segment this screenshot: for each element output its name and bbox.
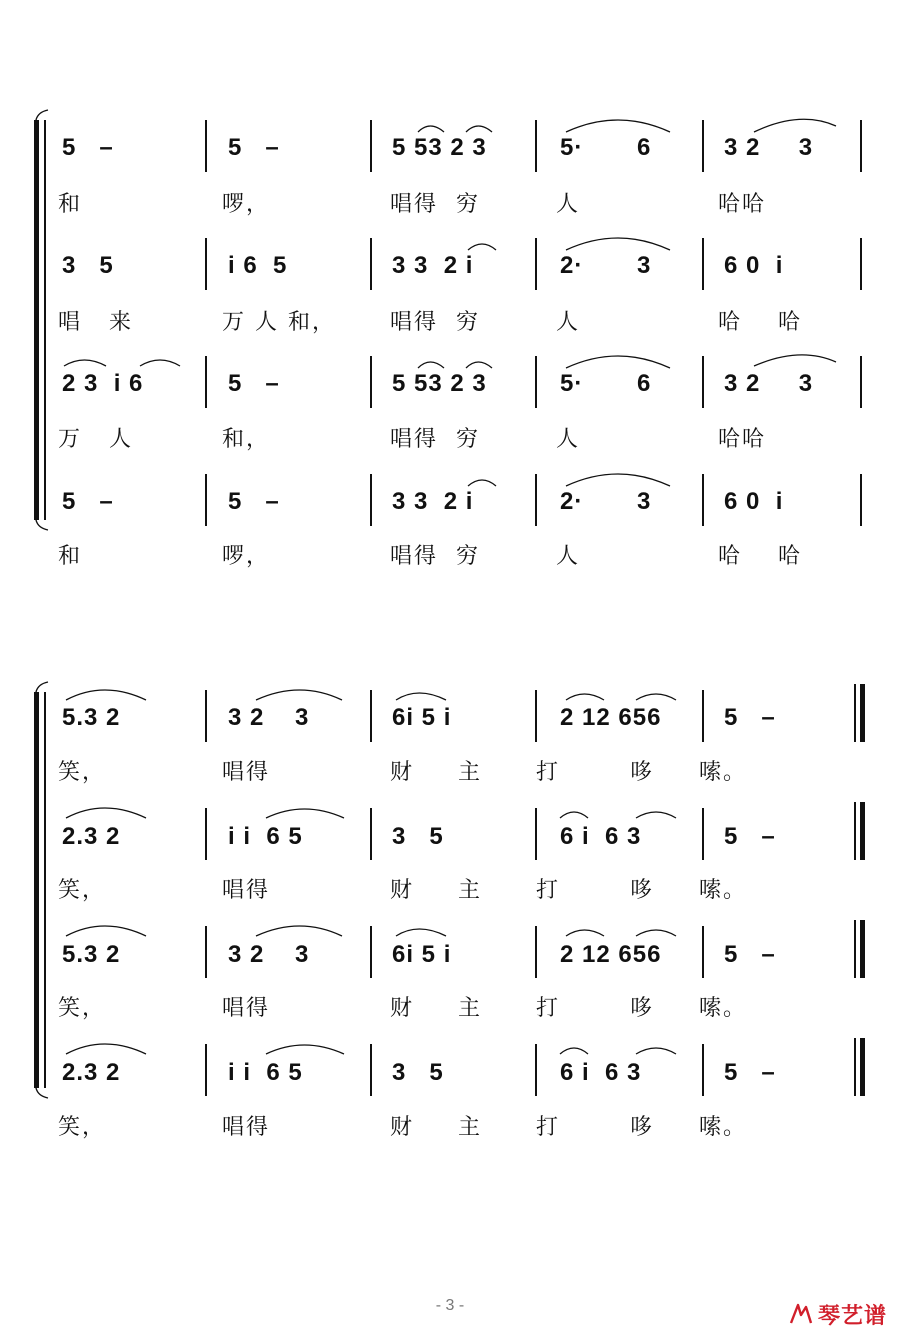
lyric: 唱得: [222, 878, 271, 903]
barline: [702, 1044, 704, 1096]
lyric: 唱 来: [58, 310, 133, 335]
slur: [754, 119, 836, 132]
lyric: 哈哈: [718, 427, 767, 452]
lyric: 唱得 穷: [390, 192, 480, 217]
measure: 2· 3: [560, 252, 652, 279]
brace-end: [36, 1088, 48, 1098]
measure: 3 3 2 i: [392, 488, 474, 515]
lyric: 和: [58, 192, 83, 217]
barline: [854, 1038, 856, 1096]
system-brace-line: [44, 692, 46, 1088]
lyric: 人: [556, 427, 581, 452]
measure: 3 2 3: [724, 370, 814, 397]
barline: [702, 238, 704, 290]
barline: [535, 356, 537, 408]
slur: [256, 926, 342, 936]
barline: [535, 690, 537, 742]
barline: [702, 808, 704, 860]
barline: [860, 474, 862, 526]
measure: i i 6 5: [228, 1059, 303, 1086]
slur: [566, 356, 670, 368]
lyric: 哆 嗦。: [630, 996, 747, 1021]
slur: [636, 1048, 676, 1054]
lyric: 唱得 穷: [390, 310, 480, 335]
barline: [370, 474, 372, 526]
slur: [418, 126, 444, 132]
lyric: 笑，: [58, 996, 107, 1021]
slur: [754, 355, 836, 366]
slur: [396, 693, 446, 700]
final-barline: [860, 802, 865, 860]
final-barline: [860, 1038, 865, 1096]
measure: 5.3 2: [62, 704, 121, 731]
site-logo: [788, 1300, 888, 1328]
barline: [370, 690, 372, 742]
barline: [370, 356, 372, 408]
barline: [205, 808, 207, 860]
barline: [370, 1044, 372, 1096]
slur: [566, 120, 670, 132]
lyric: 笑，: [58, 878, 107, 903]
measure: 5 –: [228, 370, 280, 397]
measure: 6 0 i: [724, 252, 784, 279]
measure: 3 2 3: [228, 704, 310, 731]
barline: [205, 120, 207, 172]
measure: 3 2 3: [724, 134, 814, 161]
barline: [370, 808, 372, 860]
logo-text: 琴艺谱: [818, 1303, 888, 1329]
barline: [205, 238, 207, 290]
brace-end: [36, 682, 48, 692]
barline: [205, 474, 207, 526]
barline: [854, 684, 856, 742]
slur: [64, 360, 106, 366]
measure: 3 5: [392, 1059, 444, 1086]
measure: 5 –: [228, 134, 280, 161]
measure: 2· 3: [560, 488, 652, 515]
barline: [205, 1044, 207, 1096]
measure: 5· 6: [560, 370, 652, 397]
slur: [636, 694, 676, 700]
brace-end: [36, 520, 48, 530]
lyric: 唱得 穷: [390, 544, 480, 569]
measure: 2 3 i 6: [62, 370, 144, 397]
barline: [860, 356, 862, 408]
slur: [636, 812, 676, 818]
page-number: - 3 -: [435, 1297, 465, 1314]
measure: 3 2 3: [228, 941, 310, 968]
barline: [702, 356, 704, 408]
lyric: 啰，: [222, 544, 271, 569]
slur: [566, 930, 604, 936]
barline: [535, 474, 537, 526]
lyric: 唱得: [222, 1115, 271, 1140]
measure: 5 –: [724, 704, 776, 731]
barline: [854, 920, 856, 978]
lyric: 哈 哈: [718, 310, 802, 335]
measure: 5 53 2 3: [392, 370, 487, 397]
lyric: 财: [390, 878, 415, 903]
final-barline: [860, 684, 865, 742]
slur: [266, 809, 344, 818]
barline: [702, 474, 704, 526]
lyric: 财: [390, 996, 415, 1021]
measure: i 6 5: [228, 252, 288, 279]
lyric: 笑，: [58, 760, 107, 785]
barline: [535, 926, 537, 978]
measure: 5 –: [62, 134, 114, 161]
system-brace: [34, 692, 39, 1088]
measure: i i 6 5: [228, 823, 303, 850]
measure: 5 53 2 3: [392, 134, 487, 161]
slur: [66, 1044, 146, 1054]
lyric: 主 打: [458, 878, 560, 903]
barline: [702, 120, 704, 172]
logo-icon: [788, 1301, 814, 1327]
lyric: 财: [390, 1115, 415, 1140]
measure: 5 –: [724, 823, 776, 850]
measure: 2.3 2: [62, 1059, 121, 1086]
measure: 2 12 656: [560, 704, 662, 731]
slur: [566, 474, 670, 486]
slur: [66, 808, 146, 818]
measure: 6 i 6 3: [560, 823, 642, 850]
slur: [266, 1045, 344, 1054]
barline: [535, 808, 537, 860]
slur: [396, 929, 446, 936]
measure: 2 12 656: [560, 941, 662, 968]
slur: [636, 930, 676, 936]
slur: [468, 480, 496, 486]
measure: 6i 5 i: [392, 941, 452, 968]
slur: [466, 126, 492, 132]
barline: [854, 802, 856, 860]
measure: 3 5: [392, 823, 444, 850]
slur: [566, 238, 670, 250]
measure: 5· 6: [560, 134, 652, 161]
lyric: 唱得 穷: [390, 427, 480, 452]
slur: [418, 362, 444, 368]
measure: 5 –: [724, 1059, 776, 1086]
lyric: 唱得: [222, 996, 271, 1021]
barline: [702, 926, 704, 978]
measure: 5 –: [724, 941, 776, 968]
measure: 6 i 6 3: [560, 1059, 642, 1086]
lyric: 主 打: [458, 760, 560, 785]
measure: 6i 5 i: [392, 704, 452, 731]
brace-end: [36, 110, 48, 120]
lyric: 和: [58, 544, 83, 569]
measure: 5 –: [62, 488, 114, 515]
system-brace: [34, 120, 39, 520]
final-barline: [860, 920, 865, 978]
lyric: 财: [390, 760, 415, 785]
lyric: 哆 嗦。: [630, 878, 747, 903]
barline: [205, 690, 207, 742]
slur: [66, 926, 146, 936]
barline: [702, 690, 704, 742]
measure: 5 –: [228, 488, 280, 515]
measure: 2.3 2: [62, 823, 121, 850]
system-brace-line: [44, 120, 46, 520]
lyric: 哆 嗦。: [630, 1115, 747, 1140]
slur: [66, 690, 146, 700]
barline: [535, 120, 537, 172]
slur: [140, 360, 180, 366]
lyric: 人: [556, 544, 581, 569]
barline: [535, 238, 537, 290]
lyric: 哆 嗦。: [630, 760, 747, 785]
slur: [256, 690, 342, 700]
lyric: 万 人: [58, 427, 133, 452]
barline: [860, 238, 862, 290]
measure: 5.3 2: [62, 941, 121, 968]
barline: [860, 120, 862, 172]
slur: [468, 244, 496, 250]
measure: 3 3 2 i: [392, 252, 474, 279]
lyric: 人: [556, 192, 581, 217]
barline: [205, 926, 207, 978]
lyric: 主 打: [458, 996, 560, 1021]
lyric: 唱得: [222, 760, 271, 785]
lyric: 笑，: [58, 1115, 107, 1140]
barline: [370, 238, 372, 290]
lyric: 和，: [222, 427, 271, 452]
lyric: 万 人 和，: [222, 310, 336, 335]
barline: [370, 926, 372, 978]
slur: [466, 362, 492, 368]
lyric: 主 打: [458, 1115, 560, 1140]
lyric: 人: [556, 310, 581, 335]
barline: [370, 120, 372, 172]
slur: [560, 812, 588, 818]
lyric: 哈 哈: [718, 544, 802, 569]
slur: [566, 694, 604, 700]
measure: 6 0 i: [724, 488, 784, 515]
barline: [535, 1044, 537, 1096]
measure: 3 5: [62, 252, 114, 279]
barline: [205, 356, 207, 408]
lyric: 哈哈: [718, 192, 767, 217]
slur: [560, 1048, 588, 1054]
lyric: 啰，: [222, 192, 271, 217]
